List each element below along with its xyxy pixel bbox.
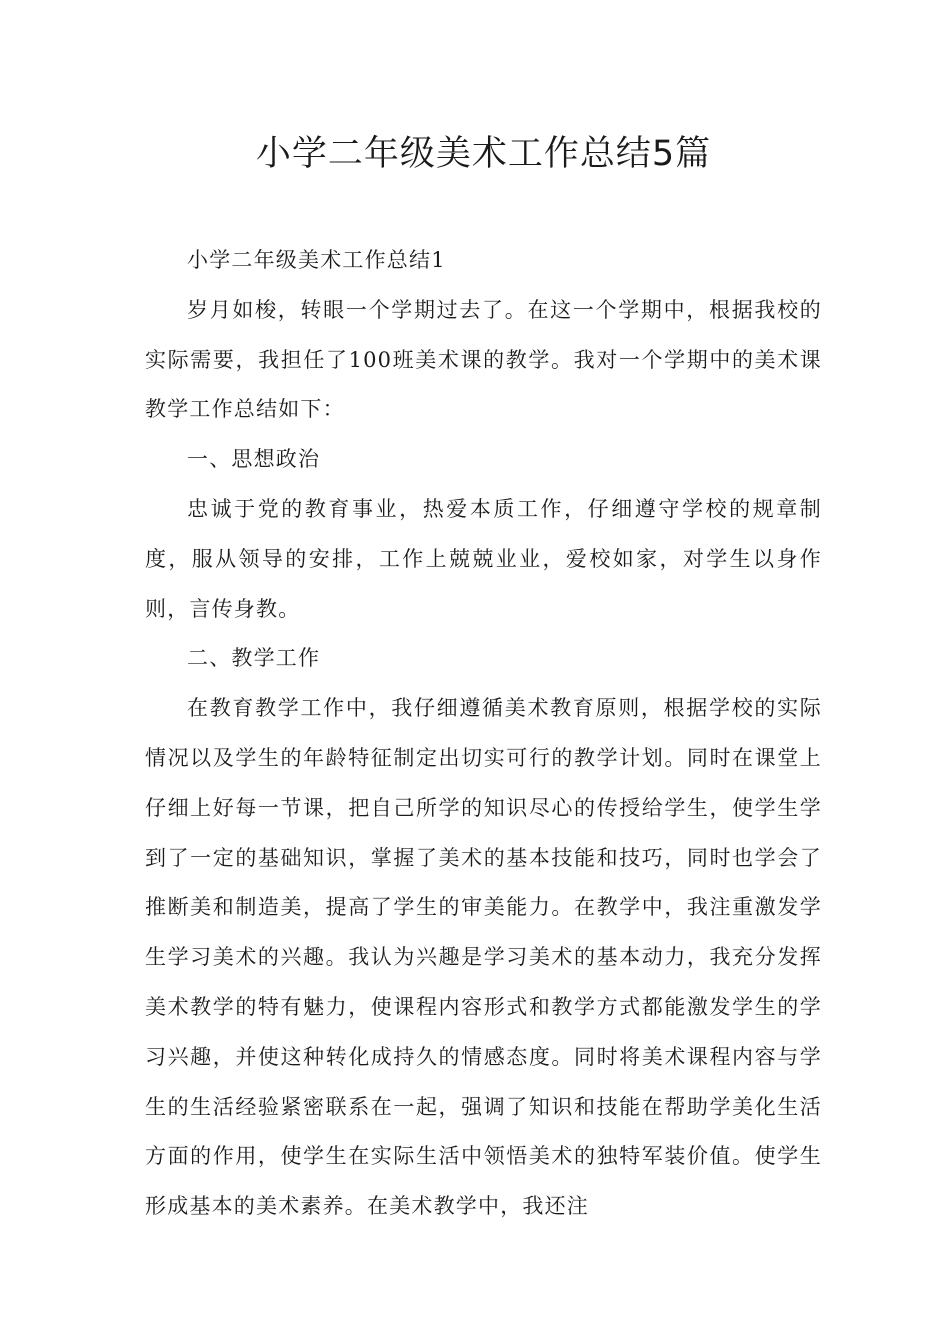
body-paragraph: 岁月如梭，转眼一个学期过去了。在这一个学期中，根据我校的实际需要，我担任了100班美术课的教学。我对一个学期中的美术课教学工作总结如下： [145, 297, 822, 422]
body-paragraph: 忠诚于党的教育事业，热爱本质工作，仔细遵守学校的规章制度，服从领导的安排，工作上兢兢业业，爱校如家，对学生以身作则，言传身教。 [145, 496, 822, 621]
document-body [145, 236, 822, 1232]
body-paragraph: 在教育教学工作中，我仔细遵循美术教育原则，根据学校的实际情况以及学生的年龄特征制定出切实可行的教学计划。同时在课堂上仔细上好每一节课，把自己所学的知识尽心的传授给学生，使学生学到了一定的基础知识，掌握了美术的基本技能和技巧，同时也学会了推断美和制造美，提高了学生的审美能力。在教学中，我注重激发学生学习美术的兴趣。我认为兴趣是学习美术的基本动力，我充分发挥美术教学的特有魅力，使课程内容形式和教学方式都能激发学生的学习兴趣，并使这种转化成持久的情感态度。同时将美术课程内容与学生的生活经验紧密联系在一起，强调了知识和技能在帮助学美化生活方面的作用，使学生在实际生活中领悟美术的独特军装价值。使学生形成基本的美术素养。在美术教学中，我还注 [145, 696, 822, 1219]
subsection-heading: 一、思想政治 [187, 447, 321, 472]
subsection-heading: 二、教学工作 [187, 646, 321, 671]
document-title: 小学二年级美术工作总结5篇 [255, 134, 712, 174]
section-heading: 小学二年级美术工作总结1 [187, 248, 446, 272]
